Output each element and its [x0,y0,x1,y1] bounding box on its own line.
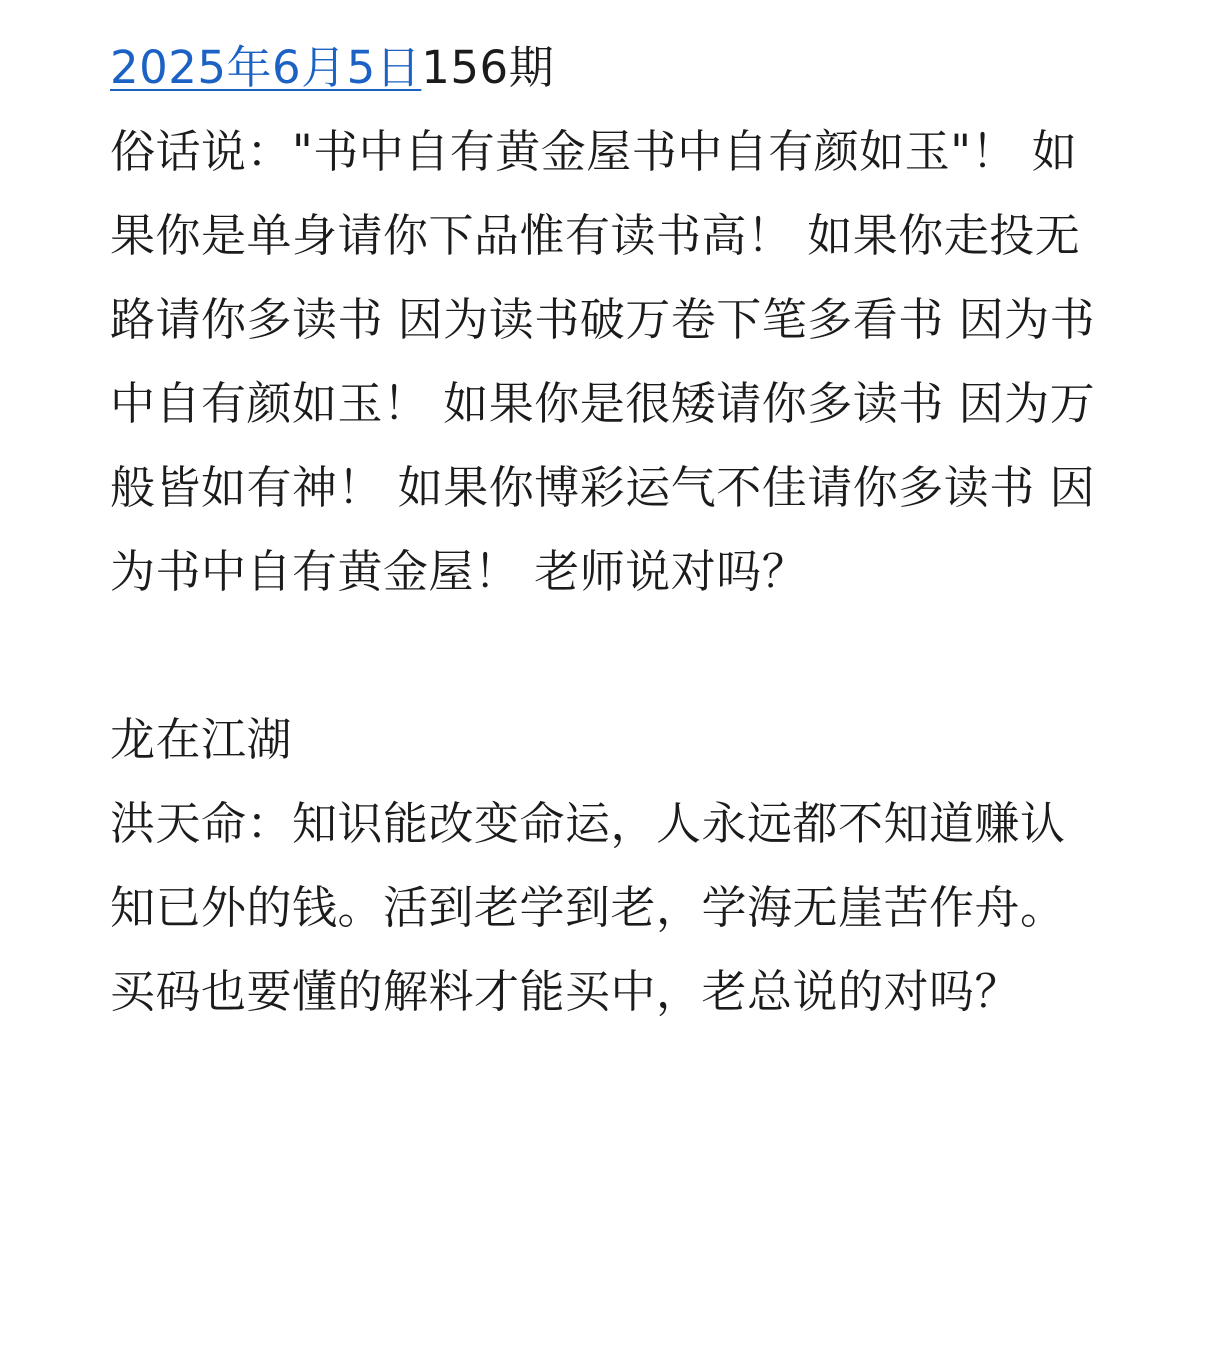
comment-paragraph: 洪天命：知识能改变命运，人永远都不知道赚认知已外的钱。活到老学到老，学海无崖苦作舟。买码也要懂的解料才能买中，老总说的对吗？ [110,797,1066,1018]
section-title: 龙在江湖 [110,713,293,766]
article-content [110,26,1110,1034]
issue-date-link[interactable]: 2025年6月5日 [110,41,422,94]
main-paragraph: 俗话说："书中自有黄金屋书中自有颜如玉"！ 如果你是单身请你下品惟有读书高！ 如果你走投无路请你多读书 因为读书破万卷下笔多看书 因为书中自有颜如玉！ 如果你是很矮请你多读书 因为万般皆如有神！ 如果你博彩运气不佳请你多读书 因为书中自有黄金屋！ 老师说对吗？ [110,125,1096,598]
headline [110,26,1110,110]
issue-number: 156期 [421,41,555,94]
paragraph-spacer [110,614,1110,698]
